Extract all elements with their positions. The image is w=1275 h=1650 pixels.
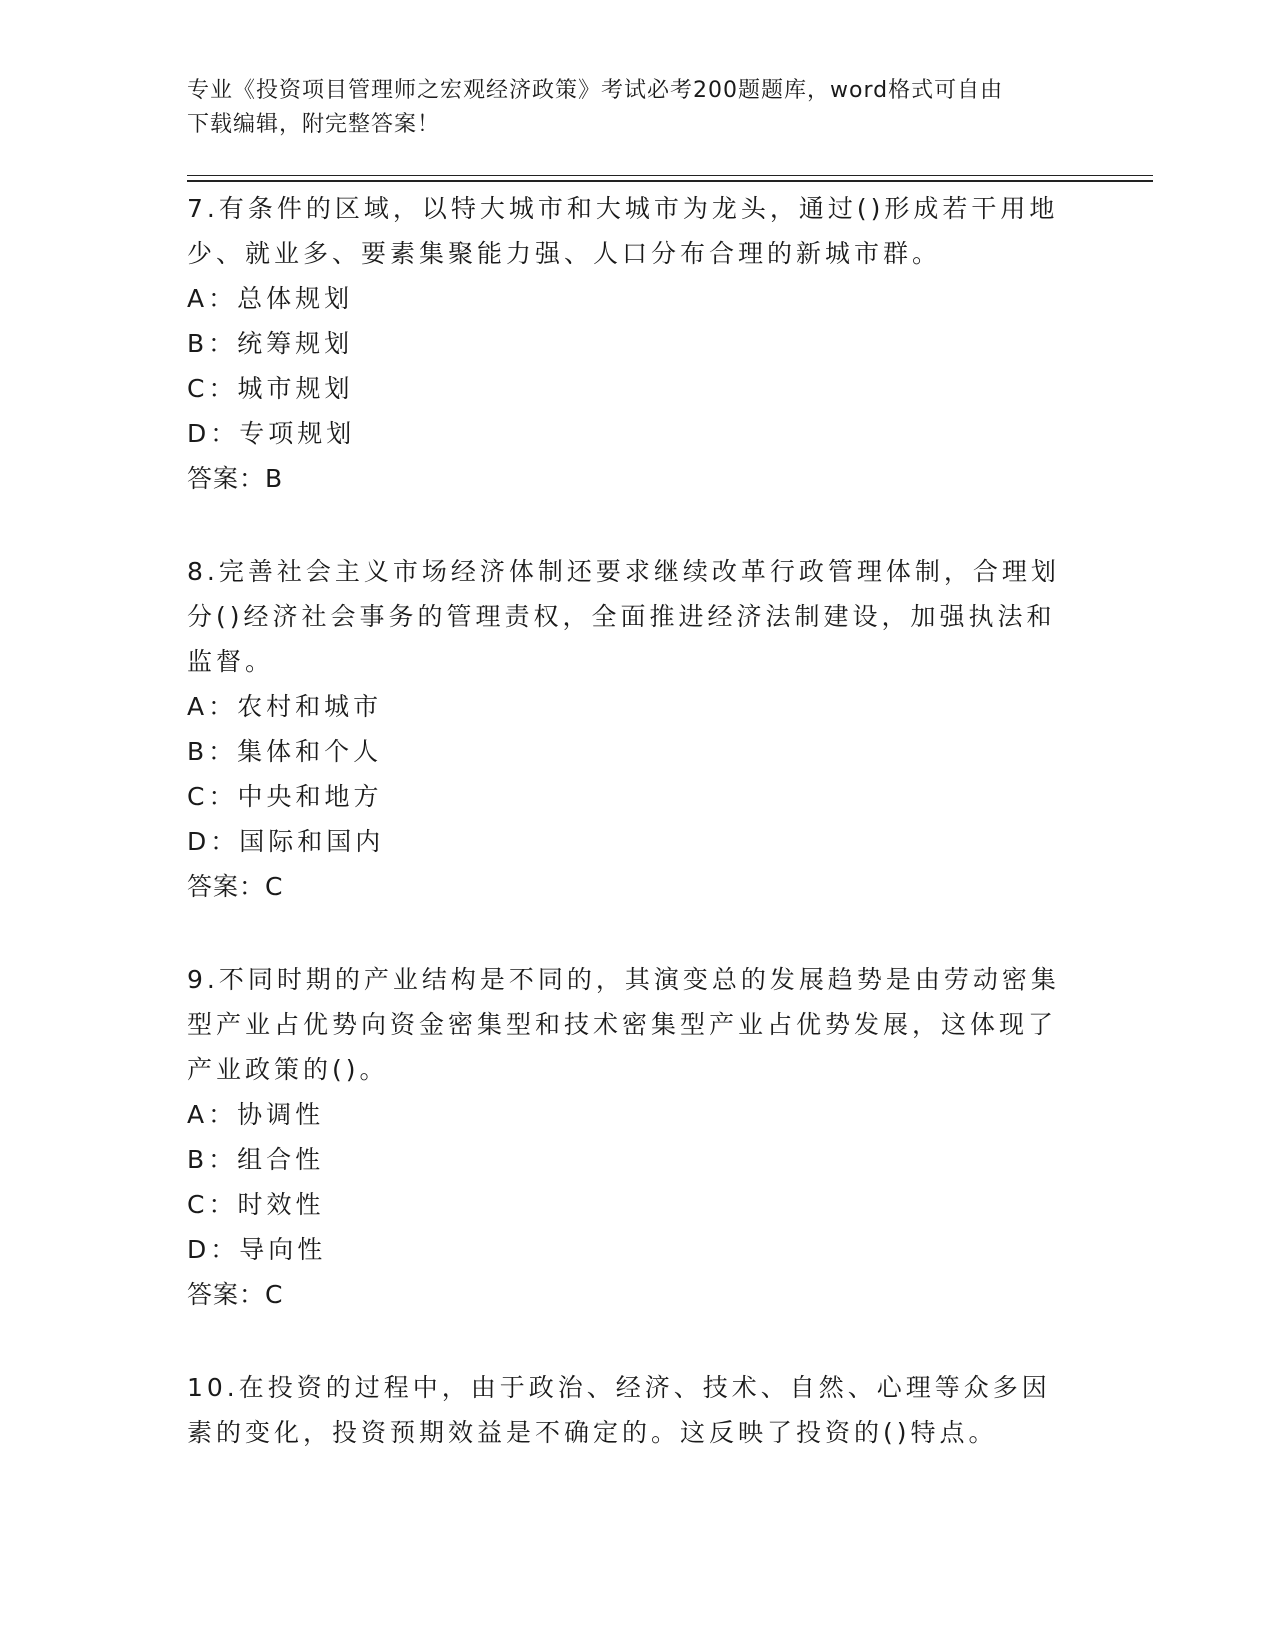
question-stem: 10.在投资的过程中，由于政治、经济、技术、自然、心理等众多因素的变化，投资预期效益是不确定的。这反映了投资的()特点。 bbox=[187, 1373, 1051, 1447]
question-10 bbox=[187, 1365, 1067, 1455]
option-c: C：城市规划 bbox=[187, 374, 354, 403]
question-9 bbox=[187, 957, 1067, 1317]
header-line-2: 下载编辑，附完整答案！ bbox=[187, 112, 441, 137]
document-header bbox=[187, 74, 1067, 142]
option-d: D：国际和国内 bbox=[187, 827, 385, 856]
question-stem: 9.不同时期的产业结构是不同的，其演变总的发展趋势是由劳动密集型产业占优势向资金密集型和技术密集型产业占优势发展，这体现了产业政策的()。 bbox=[187, 965, 1060, 1084]
answer-label: 答案：B bbox=[187, 464, 284, 493]
header-divider-thin bbox=[187, 175, 1153, 176]
option-c: C：时效性 bbox=[187, 1190, 325, 1219]
option-a: A：总体规划 bbox=[187, 284, 354, 313]
option-a: A：农村和城市 bbox=[187, 692, 383, 721]
option-b: B：统筹规划 bbox=[187, 329, 354, 358]
header-divider-thick bbox=[187, 180, 1153, 182]
question-8 bbox=[187, 549, 1067, 909]
option-b: B：集体和个人 bbox=[187, 737, 383, 766]
question-7 bbox=[187, 186, 1067, 501]
option-d: D：专项规划 bbox=[187, 419, 356, 448]
header-line-1: 专业《投资项目管理师之宏观经济政策》考试必考200题题库，word格式可自由 bbox=[187, 78, 1004, 103]
question-list bbox=[187, 186, 1067, 1503]
option-c: C：中央和地方 bbox=[187, 782, 383, 811]
question-stem: 8.完善社会主义市场经济体制还要求继续改革行政管理体制，合理划分()经济社会事务的管理责权，全面推进经济法制建设，加强执法和监督。 bbox=[187, 557, 1060, 676]
option-a: A：协调性 bbox=[187, 1100, 325, 1129]
option-b: B：组合性 bbox=[187, 1145, 325, 1174]
answer-label: 答案：C bbox=[187, 1280, 284, 1309]
option-d: D：导向性 bbox=[187, 1235, 327, 1264]
question-stem: 7.有条件的区域，以特大城市和大城市为龙头，通过()形成若干用地少、就业多、要素集聚能力强、人口分布合理的新城市群。 bbox=[187, 194, 1059, 268]
answer-label: 答案：C bbox=[187, 872, 284, 901]
